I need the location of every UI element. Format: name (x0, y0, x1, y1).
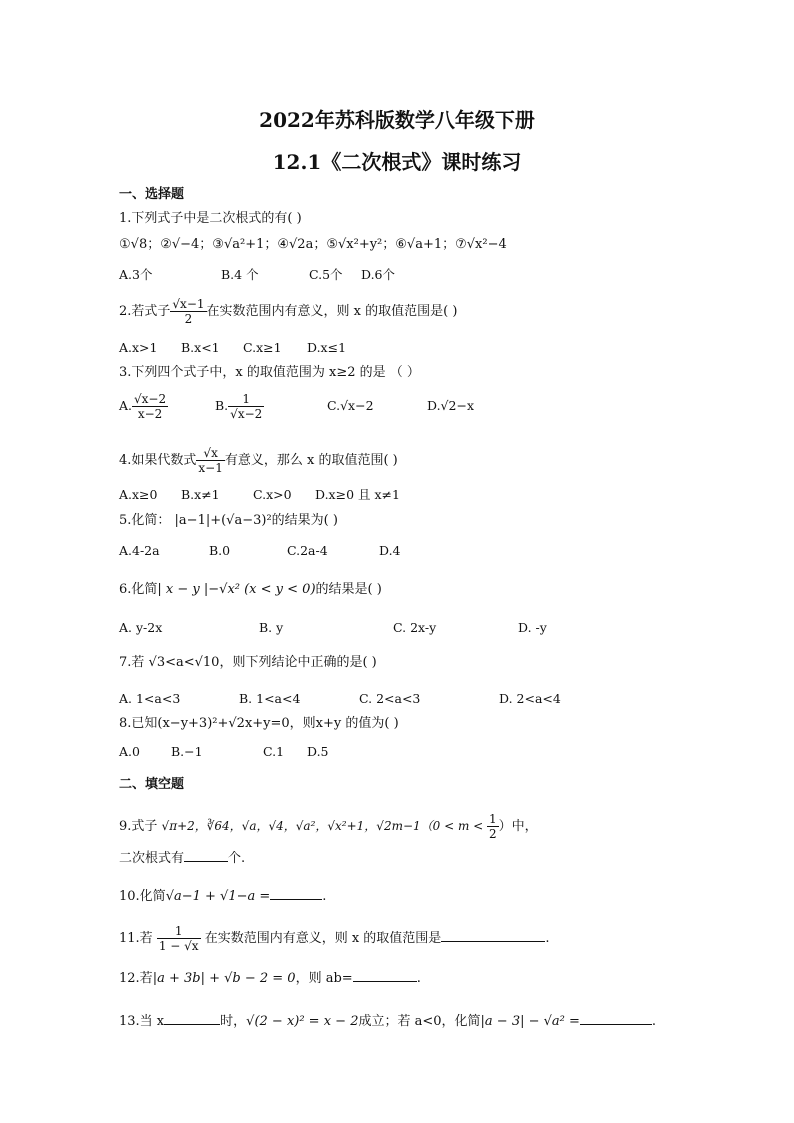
document-title: 2022年苏科版数学八年级下册 (259, 108, 535, 132)
fraction-denominator: x−1 (198, 461, 223, 475)
option-d: D. 2<a<4 (499, 691, 561, 706)
question-11-fraction (157, 924, 201, 953)
answer-blank[interactable] (441, 929, 545, 942)
question-12-expression: |a + 3b| + √b − 2 = 0 (152, 971, 296, 986)
option-b-label: B. (215, 398, 229, 413)
fraction-denominator: x−2 (137, 407, 163, 421)
answer-blank[interactable] (270, 887, 322, 900)
option-a-fraction (132, 392, 168, 421)
answer-blank[interactable] (353, 969, 417, 982)
fraction-denominator: √x−2 (230, 407, 263, 421)
fraction-numerator: √x−2 (134, 392, 167, 406)
question-10-stem (119, 887, 326, 905)
question-4-suffix: 有意义，那么 x 的取值范围( ) (224, 453, 398, 468)
option-b (215, 392, 327, 421)
question-9-text: 二次根式有 (119, 851, 185, 866)
option-c: C.√x−2 (327, 398, 374, 413)
option-c: C.1 (263, 744, 285, 759)
option-a: A.0 (119, 744, 140, 759)
option-a: A.x>1 (119, 340, 158, 355)
question-12-suffix: ，则 ab= (295, 971, 353, 986)
question-7-options (119, 691, 561, 706)
question-10-prefix: 10.化简 (119, 889, 166, 904)
question-13-stem (119, 1012, 656, 1030)
option-c: C.5个 (309, 267, 343, 282)
option-a: A. y-2x (119, 620, 163, 635)
question-6-prefix: 6.化简 (119, 582, 158, 597)
answer-blank[interactable] (580, 1012, 652, 1025)
option-c: C. 2x-y (393, 620, 437, 635)
question-4-fraction (196, 446, 224, 475)
answer-blank[interactable] (184, 849, 228, 862)
question-11-suffix: 在实数范围内有意义，则 x 的取值范围是 (204, 931, 442, 946)
option-b: B.0 (209, 543, 231, 558)
option-b-fraction (228, 392, 264, 421)
question-5-expression: |a−1|+(√a−3)² (174, 513, 272, 528)
fraction-numerator: 1 (228, 392, 264, 407)
option-d: D. -y (518, 620, 547, 635)
option-a: A.3个 (119, 267, 153, 282)
question-7-condition: 7.若 √3<a<√10 (119, 655, 220, 670)
question-9-end: 个. (228, 851, 246, 866)
question-11-prefix: 11.若 (119, 931, 153, 946)
option-c: C. 2<a<3 (359, 691, 421, 706)
question-9-stem (119, 812, 538, 841)
question-9-suffix: ）中， (498, 819, 538, 834)
question-6-options (119, 620, 547, 635)
question-12-prefix: 12.若 (119, 971, 153, 986)
question-4-options (119, 485, 400, 503)
option-a: A.x≥0 (119, 487, 158, 502)
question-9-expressions: √π+2，∛64，√a，√4，√a²，√x²+1，√2m−1（0 < m < (161, 819, 488, 833)
option-d: D.√2−x (427, 398, 474, 413)
option-c: C.x>0 (253, 487, 292, 502)
option-d: D.x≤1 (307, 340, 347, 355)
fraction-denominator: 2 (184, 312, 193, 326)
question-5-prefix: 5.化简： (119, 513, 171, 528)
option-b: B.4 个 (221, 267, 259, 282)
document-subtitle: 12.1《二次根式》课时练习 (272, 150, 522, 174)
question-1-stem: 1.下列式子中是二次根式的有( ) (119, 211, 302, 226)
option-d: D.6个 (361, 267, 396, 282)
question-2-fraction (170, 297, 206, 326)
option-a: A. 1<a<3 (119, 691, 181, 706)
question-5-suffix: 的结果为( ) (271, 513, 338, 528)
option-b: B.x≠1 (181, 487, 220, 502)
option-a (119, 392, 215, 421)
question-5-options (119, 543, 401, 558)
option-d: D.5 (307, 744, 329, 759)
question-3-stem: 3.下列四个式子中，x 的取值范围为 x≥2 的是 （ ） (119, 365, 420, 380)
option-d: D.4 (379, 543, 401, 558)
section-heading-choice: 一、选择题 (119, 187, 185, 202)
option-b: B.x<1 (181, 340, 220, 355)
fraction-numerator: 1 (489, 812, 497, 826)
question-9-fraction (487, 812, 499, 841)
option-b: B. 1<a<4 (239, 691, 301, 706)
question-2-options (119, 340, 346, 355)
question-5-stem (119, 513, 338, 529)
question-13-text-2: 成立；若 a<0，化简 (358, 1014, 481, 1029)
question-10-end: . (322, 889, 327, 904)
question-2-stem (119, 297, 457, 326)
section-heading-fill: 二、填空题 (119, 777, 185, 792)
question-4-stem (119, 446, 398, 475)
fraction-numerator: √x−1 (172, 297, 205, 311)
fraction-numerator: √x (196, 446, 224, 461)
fraction-denominator: 2 (489, 827, 497, 841)
question-1-expressions: ①√8；②√−4；③√a²+1；④√2a；⑤√x²+y²；⑥√a+1；⑦√x²−4 (119, 237, 507, 252)
question-6-suffix: 的结果是( ) (315, 582, 382, 597)
answer-blank[interactable] (164, 1012, 220, 1025)
fraction-denominator: 1 − √x (158, 939, 199, 953)
question-3-options (119, 392, 474, 421)
option-b: B.−1 (171, 744, 203, 759)
question-13-expression-2: |a − 3| − √a² = (480, 1014, 580, 1029)
option-d: D.x≥0 且 x≠1 (315, 487, 400, 502)
question-11-stem (119, 924, 549, 953)
question-13-prefix: 13.当 x (119, 1014, 165, 1029)
question-10-expression: √a−1 + √1−a = (165, 889, 271, 904)
question-4-prefix: 4.如果代数式 (119, 453, 197, 468)
question-12-stem (119, 969, 421, 987)
option-b: B. y (259, 620, 284, 635)
option-a-label: A. (119, 398, 133, 413)
option-c: C.2a-4 (287, 543, 328, 558)
option-a: A.4-2a (119, 543, 160, 558)
question-1-options (119, 265, 395, 283)
question-12-end: . (416, 971, 421, 986)
question-8-stem: 8.已知(x−y+3)²+√2x+y=0，则x+y 的值为( ) (119, 716, 399, 731)
question-8-options (119, 744, 329, 759)
question-11-end: . (545, 931, 550, 946)
question-6-expression: | x − y |−√x² (x < y < 0) (157, 582, 316, 597)
option-c: C.x≥1 (243, 340, 282, 355)
question-13-expression-1: √(2 − x)² = x − 2 (246, 1014, 359, 1029)
question-13-text: 时， (220, 1014, 247, 1029)
question-7-stem (119, 655, 377, 671)
question-13-end: . (651, 1014, 657, 1029)
fraction-numerator: 1 (157, 924, 201, 939)
question-2-suffix: 在实数范围内有意义，则 x 的取值范围是( ) (206, 304, 458, 319)
question-2-prefix: 2.若式子 (119, 304, 171, 319)
question-6-stem (119, 582, 382, 598)
question-9-prefix: 9.式子 (119, 819, 158, 834)
question-7-suffix: ，则下列结论中正确的是( ) (219, 655, 377, 670)
question-9-line-2 (119, 849, 245, 867)
